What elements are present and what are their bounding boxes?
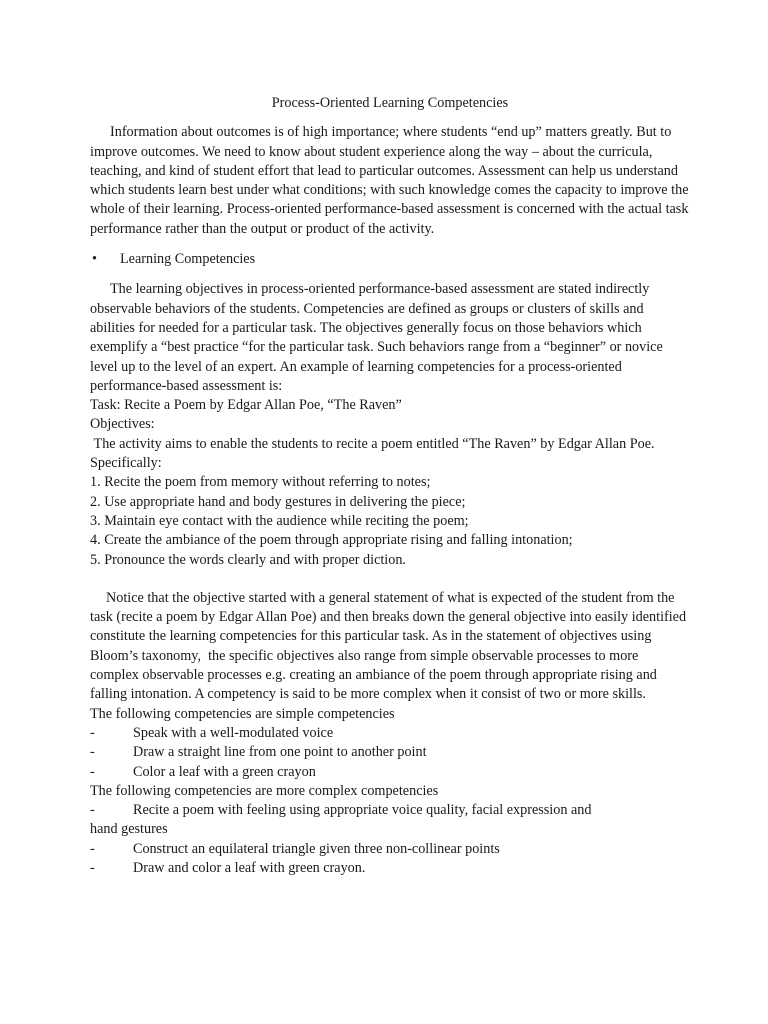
list-item [90,724,690,743]
objectives-intro: The activity aims to enable the students to recite a poem entitled “The Raven” by Edgar Allan Poe. Specifically: [90,435,659,472]
objectives-label: Objectives: [90,416,155,433]
dash-marker: - [90,763,95,780]
list-item-continuation: hand gestures [90,821,168,838]
bullet-icon: • [92,251,97,268]
objective-item: 1. Recite the poem from memory without referring to notes; [90,474,431,491]
competencies-paragraph: The learning objectives in process-oriented performance-based assessment are stated indirectly observable behaviors of the students. Competencies are defined as groups or clusters of skills and abilities for needed for a particular task. The objectives generally focus on those behaviors which exemplify a “best practice “for the particular task. Such behaviors range from a “beginner” or novice level up to the level of an expert. An example of learning competencies for a process-oriented performance-based assessment is: [90,281,663,394]
list-item-text: Speak with a well-modulated voice [133,724,334,741]
list-item [90,743,690,762]
list-item-text: Draw and color a leaf with green crayon. [133,859,366,876]
objective-item: 4. Create the ambiance of the poem through appropriate rising and falling intonation; [90,532,573,549]
simple-competencies-heading: The following competencies are simple competencies [90,705,395,722]
blank-line [90,570,690,589]
list-item-text: Draw a straight line from one point to another point [133,744,427,761]
dash-marker: - [90,840,95,857]
bullet-heading-row [90,250,690,269]
objective-item: 2. Use appropriate hand and body gestures in delivering the piece; [90,493,466,510]
list-item [90,840,690,859]
document-title: Process-Oriented Learning Competencies [271,95,509,111]
complex-competencies-heading: The following competencies are more complex competencies [90,782,439,799]
document-page [90,94,690,878]
list-item [90,859,690,878]
list-item-text: Color a leaf with a green crayon [133,763,316,780]
dash-marker: - [90,744,95,761]
task-line: Task: Recite a Poem by Edgar Allan Poe, “The Raven” [90,397,402,414]
list-item [90,763,690,782]
notice-paragraph: Notice that the objective started with a general statement of what is expected of the student from the task (recite a poem by Edgar Allan Poe) and then breaks down the general objective into easily identified constitute the learning competencies for this particular task. As in the statement of objectives using Bloom’s taxonomy, the specific objectives also range from simple observable processes to more complex observable processes e.g. creating an ambiance of the poem through appropriate rising and falling intonation. A competency is said to be more complex when it consist of two or more skills. [90,589,690,703]
dash-marker: - [90,802,95,819]
bullet-heading: Learning Competencies [120,251,256,268]
objective-item: 5. Pronounce the words clearly and with proper diction. [90,551,406,568]
dash-marker: - [90,859,95,876]
list-item-text: Recite a poem with feeling using appropriate voice quality, facial expression and [133,802,592,819]
list-item [90,801,690,820]
intro-paragraph: Information about outcomes is of high importance; where students “end up” matters greatly. But to improve outcomes. We need to know about student experience along the way – about the curricula, teaching, and kind of student effort that lead to particular outcomes. Assessment can help us understand which students learn best under what conditions; with such knowledge comes the capacity to improve the whole of their learning. Process-oriented performance-based assessment is concerned with the actual task performance rather than the output or product of the activity. [90,124,689,237]
objective-item: 3. Maintain eye contact with the audience while reciting the poem; [90,512,469,529]
list-item-text: Construct an equilateral triangle given three non-collinear points [133,840,500,857]
dash-marker: - [90,724,95,741]
